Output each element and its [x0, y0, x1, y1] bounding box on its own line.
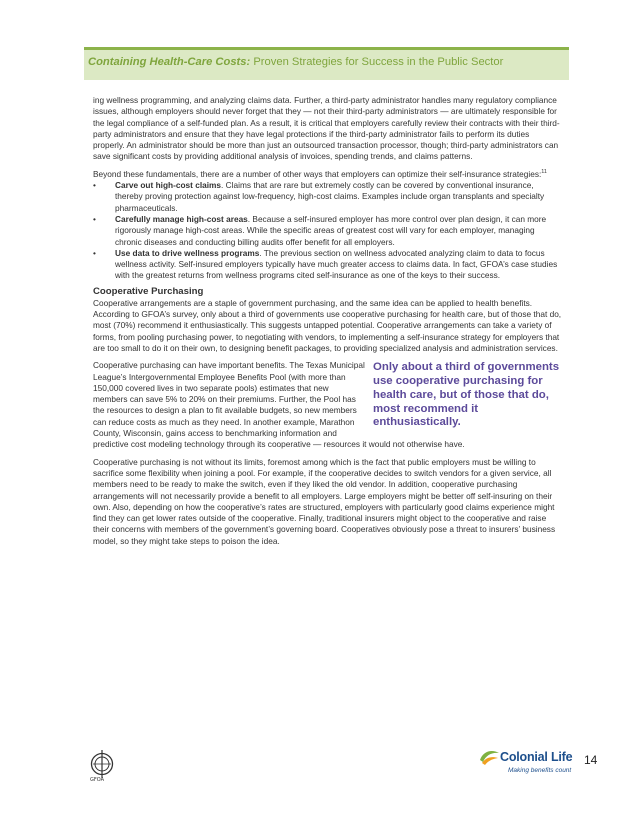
strategy-list — [93, 180, 563, 282]
colonial-life-logo — [478, 748, 573, 778]
colonial-life-mark-icon — [478, 748, 500, 766]
bullet-marker: • — [93, 213, 96, 224]
header-title-bold: Containing Health-Care Costs: — [88, 56, 251, 68]
header-title-rest: Proven Strategies for Success in the Public Sector — [250, 56, 504, 68]
colonial-life-name: Colonial Life — [500, 750, 573, 764]
bullet-marker: • — [93, 180, 96, 191]
bullet-marker: • — [93, 247, 96, 258]
cooperative-paragraph-3: Cooperative purchasing is not without its limits, foremost among which is the fact that public employers must be willing to sacrifice some flexibility when joining a pool. For example, if the cooperative decides to switch vendors for a given service, all members need to be ready to make the switch, even if they liked the old vendor. In addition, cooperative purchasing arrangements will not necessarily provide a benefit to all employers. Large employers might be better off self-insuring on their own. Also, depending on how the cooperative’s rates are structured, employers with particularly good claims experience might find they can get lower rates outside of the cooperative. Finally, traditional insurers might object to the cooperative and raise their concerns with members of the government’s governing board. Cooperatives obviously pose a threat to insurers’ business model, so they might take steps to poison the idea. — [93, 456, 556, 546]
page-header-title — [88, 56, 503, 68]
list-item — [93, 180, 563, 214]
list-item — [93, 214, 563, 248]
list-item-text: . Because a self-insured employer has more control over plan design, it can more rigorously manage high-cost areas. While the specific areas of greatest cost will vary for each employer, managing chronic diseases and conducting billing audits offer benefit for all employers. — [115, 213, 547, 247]
section-heading-cooperative: Cooperative Purchasing — [93, 285, 204, 297]
main-content — [93, 95, 563, 547]
colonial-life-tagline: Making benefits count — [508, 767, 572, 774]
list-item-title: Carve out high-cost claims — [115, 180, 222, 191]
intro-paragraph-2-text: Beyond these fundamentals, there are a number of other ways that employers can optimize their self-insurance strategies: — [93, 168, 542, 179]
gfoa-logo-text: GFOA — [90, 777, 105, 781]
cooperative-paragraph-1: Cooperative arrangements are a staple of government purchasing, and the same idea can be applied to health benefits. According to GFOA’s survey, only about a third of governments use cooperative purchasing for health care, but of those that do, most (70%) recommend it enthusiastically. This suggests untapped potential. Cooperative arrangements can take a variety of forms, from pooling purchasing power, to negotiating with vendors, to implementing a self-insurance strategy for employers that are too small to do it on their own, to designing benefit packages, to providing specialized analysis and administration services. — [93, 297, 562, 353]
pull-quote: Only about a third of governments use cooperative purchasing for health care, but of those that do, most recommend it enthusiastically. — [373, 361, 560, 429]
list-item-text: . Claims that are rare but extremely costly can be covered by conventional insurance, thereby proving protection against low-frequency, high-cost claims. Examples include organ transplants and specialty pharmaceuticals. — [115, 180, 545, 213]
list-item-text: . The previous section on wellness advocated analyzing claim to data to focus wellness activity. Self-insured employers typically have much greater access to claims data. In fact, GFOA’s case studies with the greatest returns from wellness programs cited self-insurance as one of the keys to their success. — [115, 247, 558, 281]
list-item — [93, 248, 563, 282]
list-item-title: Carefully manage high-cost areas — [115, 213, 248, 224]
gfoa-logo — [89, 747, 115, 781]
list-item-title: Use data to drive wellness programs — [115, 247, 260, 258]
intro-paragraph-2 — [93, 169, 563, 180]
intro-paragraph-1: ing wellness programming, and analyzing claims data. Further, a third-party administrator handles many regulatory compliance issues, although employers should never forget that they — not their third-party administrators — are ultimately responsible for the legal compliance of a self-funded plan. As a result, it is critical that employers carefully review their contracts with their third-party administrators and ensure that they have legal protections if the third-party administrator fails to perform its duties properly. An administrator should be more than just an outsourced transaction processor, though; third-party administrators can save significant costs by providing additional analysis of invoices, spending trends, and claims patterns. — [93, 95, 560, 162]
page-number: 14 — [584, 753, 598, 767]
footnote-ref: 11 — [541, 169, 547, 176]
cooperative-paragraph-2: Cooperative purchasing can have important benefits. The Texas Municipal League’s Intergovernmental Employee Benefits Pool (with more than 150,000 covered lives in two separate pools) estimates that new members can save 5% to 20% on their premiums. Further, the Pool has the resources to design a plan to fit available budgets, so new members can reduce costs as much as they need. In another example, Marathon County, Wisconsin, gains access to benchmarking information and predictive cost modeling technology through its cooperative — resources it would not otherwise have. — [93, 360, 465, 450]
